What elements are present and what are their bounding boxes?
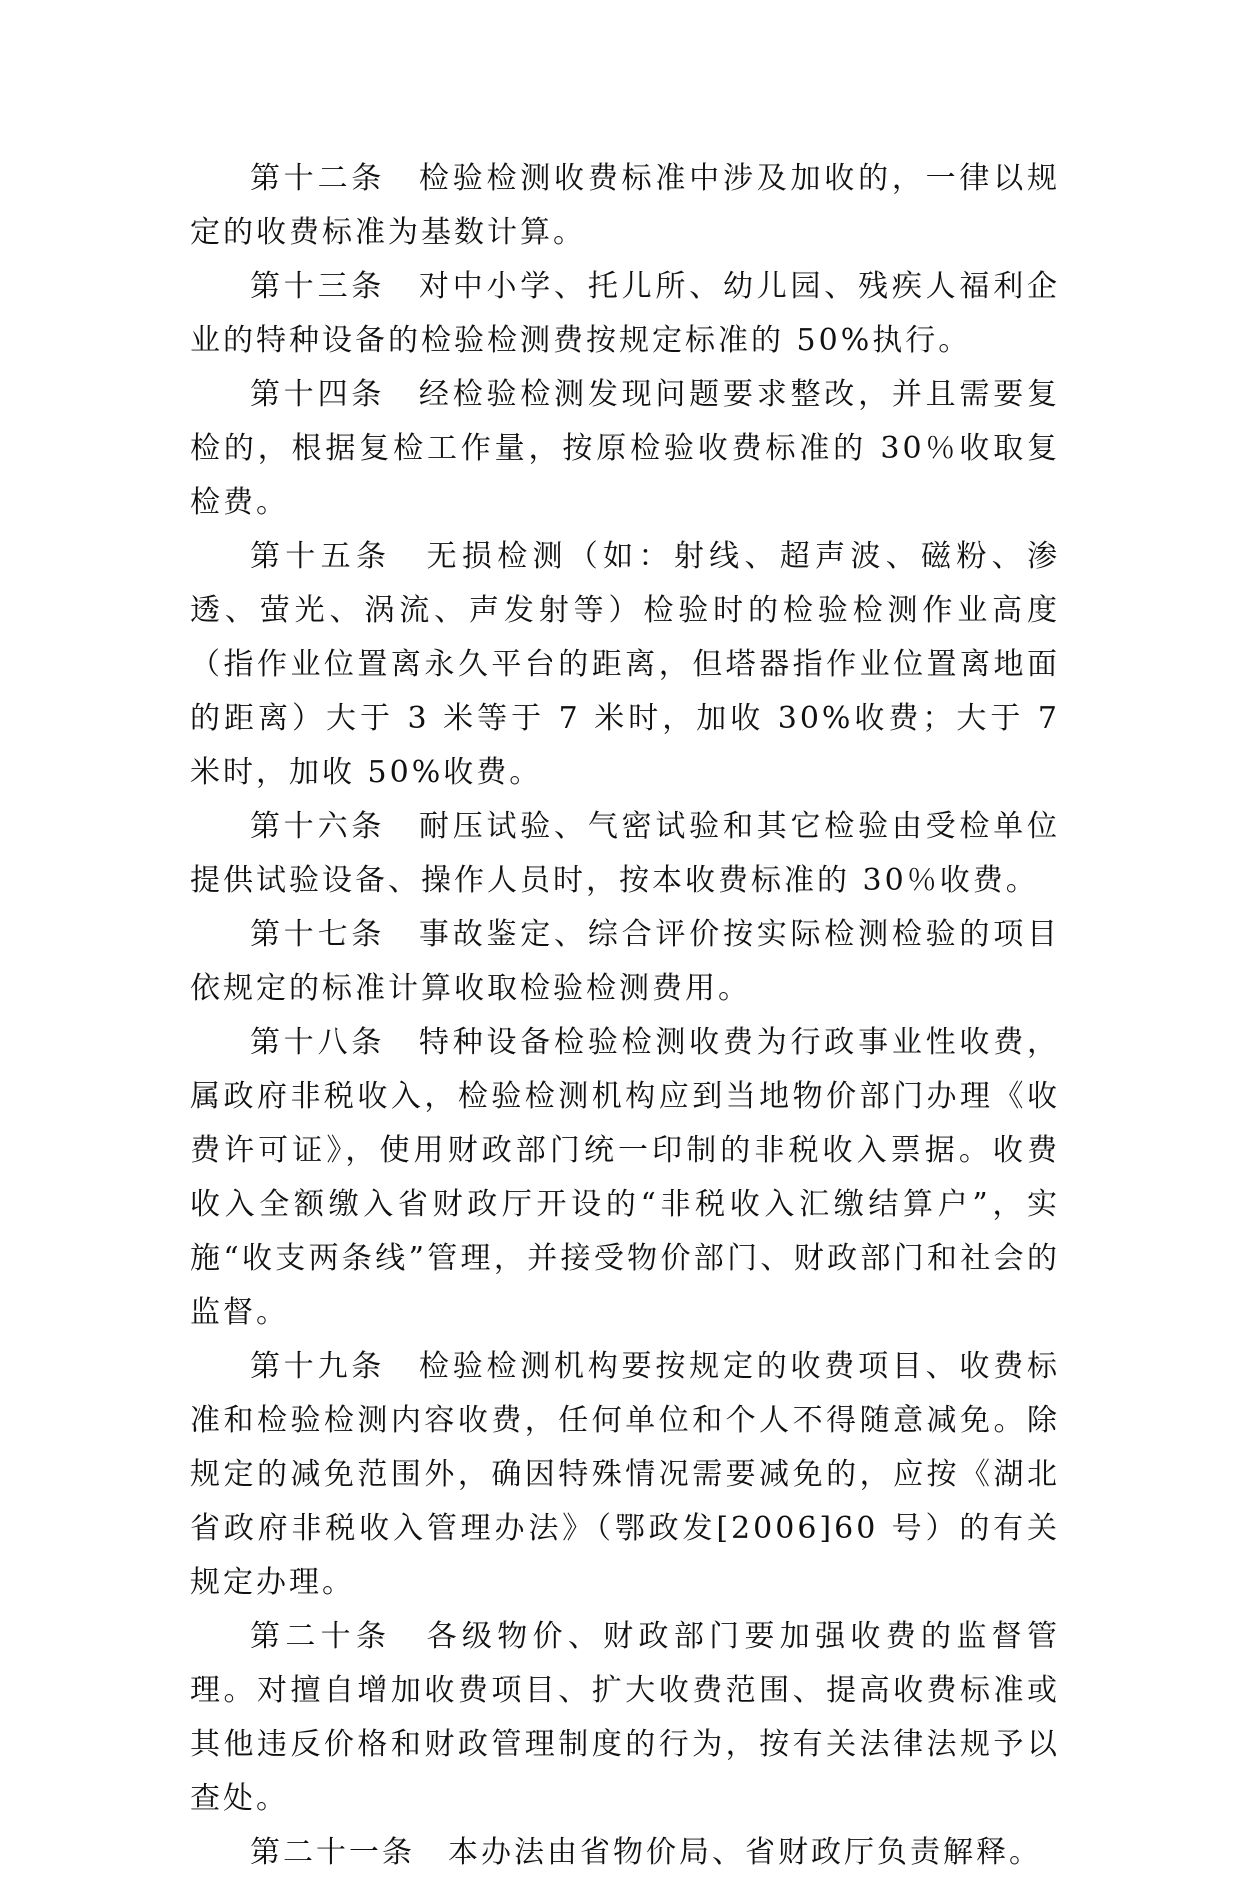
article-13: 第十三条 对中小学、托儿所、幼儿园、残疾人福利企业的特种设备的检验检测费按规定标准的 50%执行。 (190, 269, 1060, 358)
article-15: 第十五条 无损检测（如：射线、超声波、磁粉、渗透、萤光、涡流、声发射等）检验时的检验检测作业高度（指作业位置离永久平台的距离，但塔器指作业位置离地面的距离）大于 3 米等于 7 米时，加收 30%收费；大于 7 米时，加收 50%收费。 (190, 539, 1073, 790)
article-20: 第二十条 各级物价、财政部门要加强收费的监督管理。对擅自增加收费项目、扩大收费范围、提高收费标准或其他违反价格和财政管理制度的行为，按有关法律法规予以查处。 (190, 1619, 1060, 1816)
document-page (190, 152, 1073, 1880)
article-14: 第十四条 经检验检测发现问题要求整改，并且需要复检的，根据复检工作量，按原检验收费标准的 30％收取复检费。 (190, 377, 1060, 520)
article-17: 第十七条 事故鉴定、综合评价按实际检测检验的项目依规定的标准计算收取检验检测费用。 (190, 917, 1060, 1006)
article-18: 第十八条 特种设备检验检测收费为行政事业性收费，属政府非税收入，检验检测机构应到当地物价部门办理《收费许可证》，使用财政部门统一印制的非税收入票据。收费收入全额缴入省财政厅开设的“非税收入汇缴结算户”，实施“收支两条线”管理，并接受物价部门、财政部门和社会的监督。 (190, 1025, 1060, 1330)
article-12: 第十二条 检验检测收费标准中涉及加收的，一律以规定的收费标准为基数计算。 (190, 161, 1060, 250)
article-16: 第十六条 耐压试验、气密试验和其它检验由受检单位提供试验设备、操作人员时，按本收费标准的 30％收费。 (190, 809, 1060, 898)
article-21: 第二十一条 本办法由省物价局、省财政厅负责解释。 (250, 1835, 1042, 1870)
article-19: 第十九条 检验检测机构要按规定的收费项目、收费标准和检验检测内容收费，任何单位和个人不得随意减免。除规定的减免范围外，确因特殊情况需要减免的，应按《湖北省政府非税收入管理办法》（鄂政发[2006]60 号）的有关规定办理。 (190, 1349, 1060, 1600)
